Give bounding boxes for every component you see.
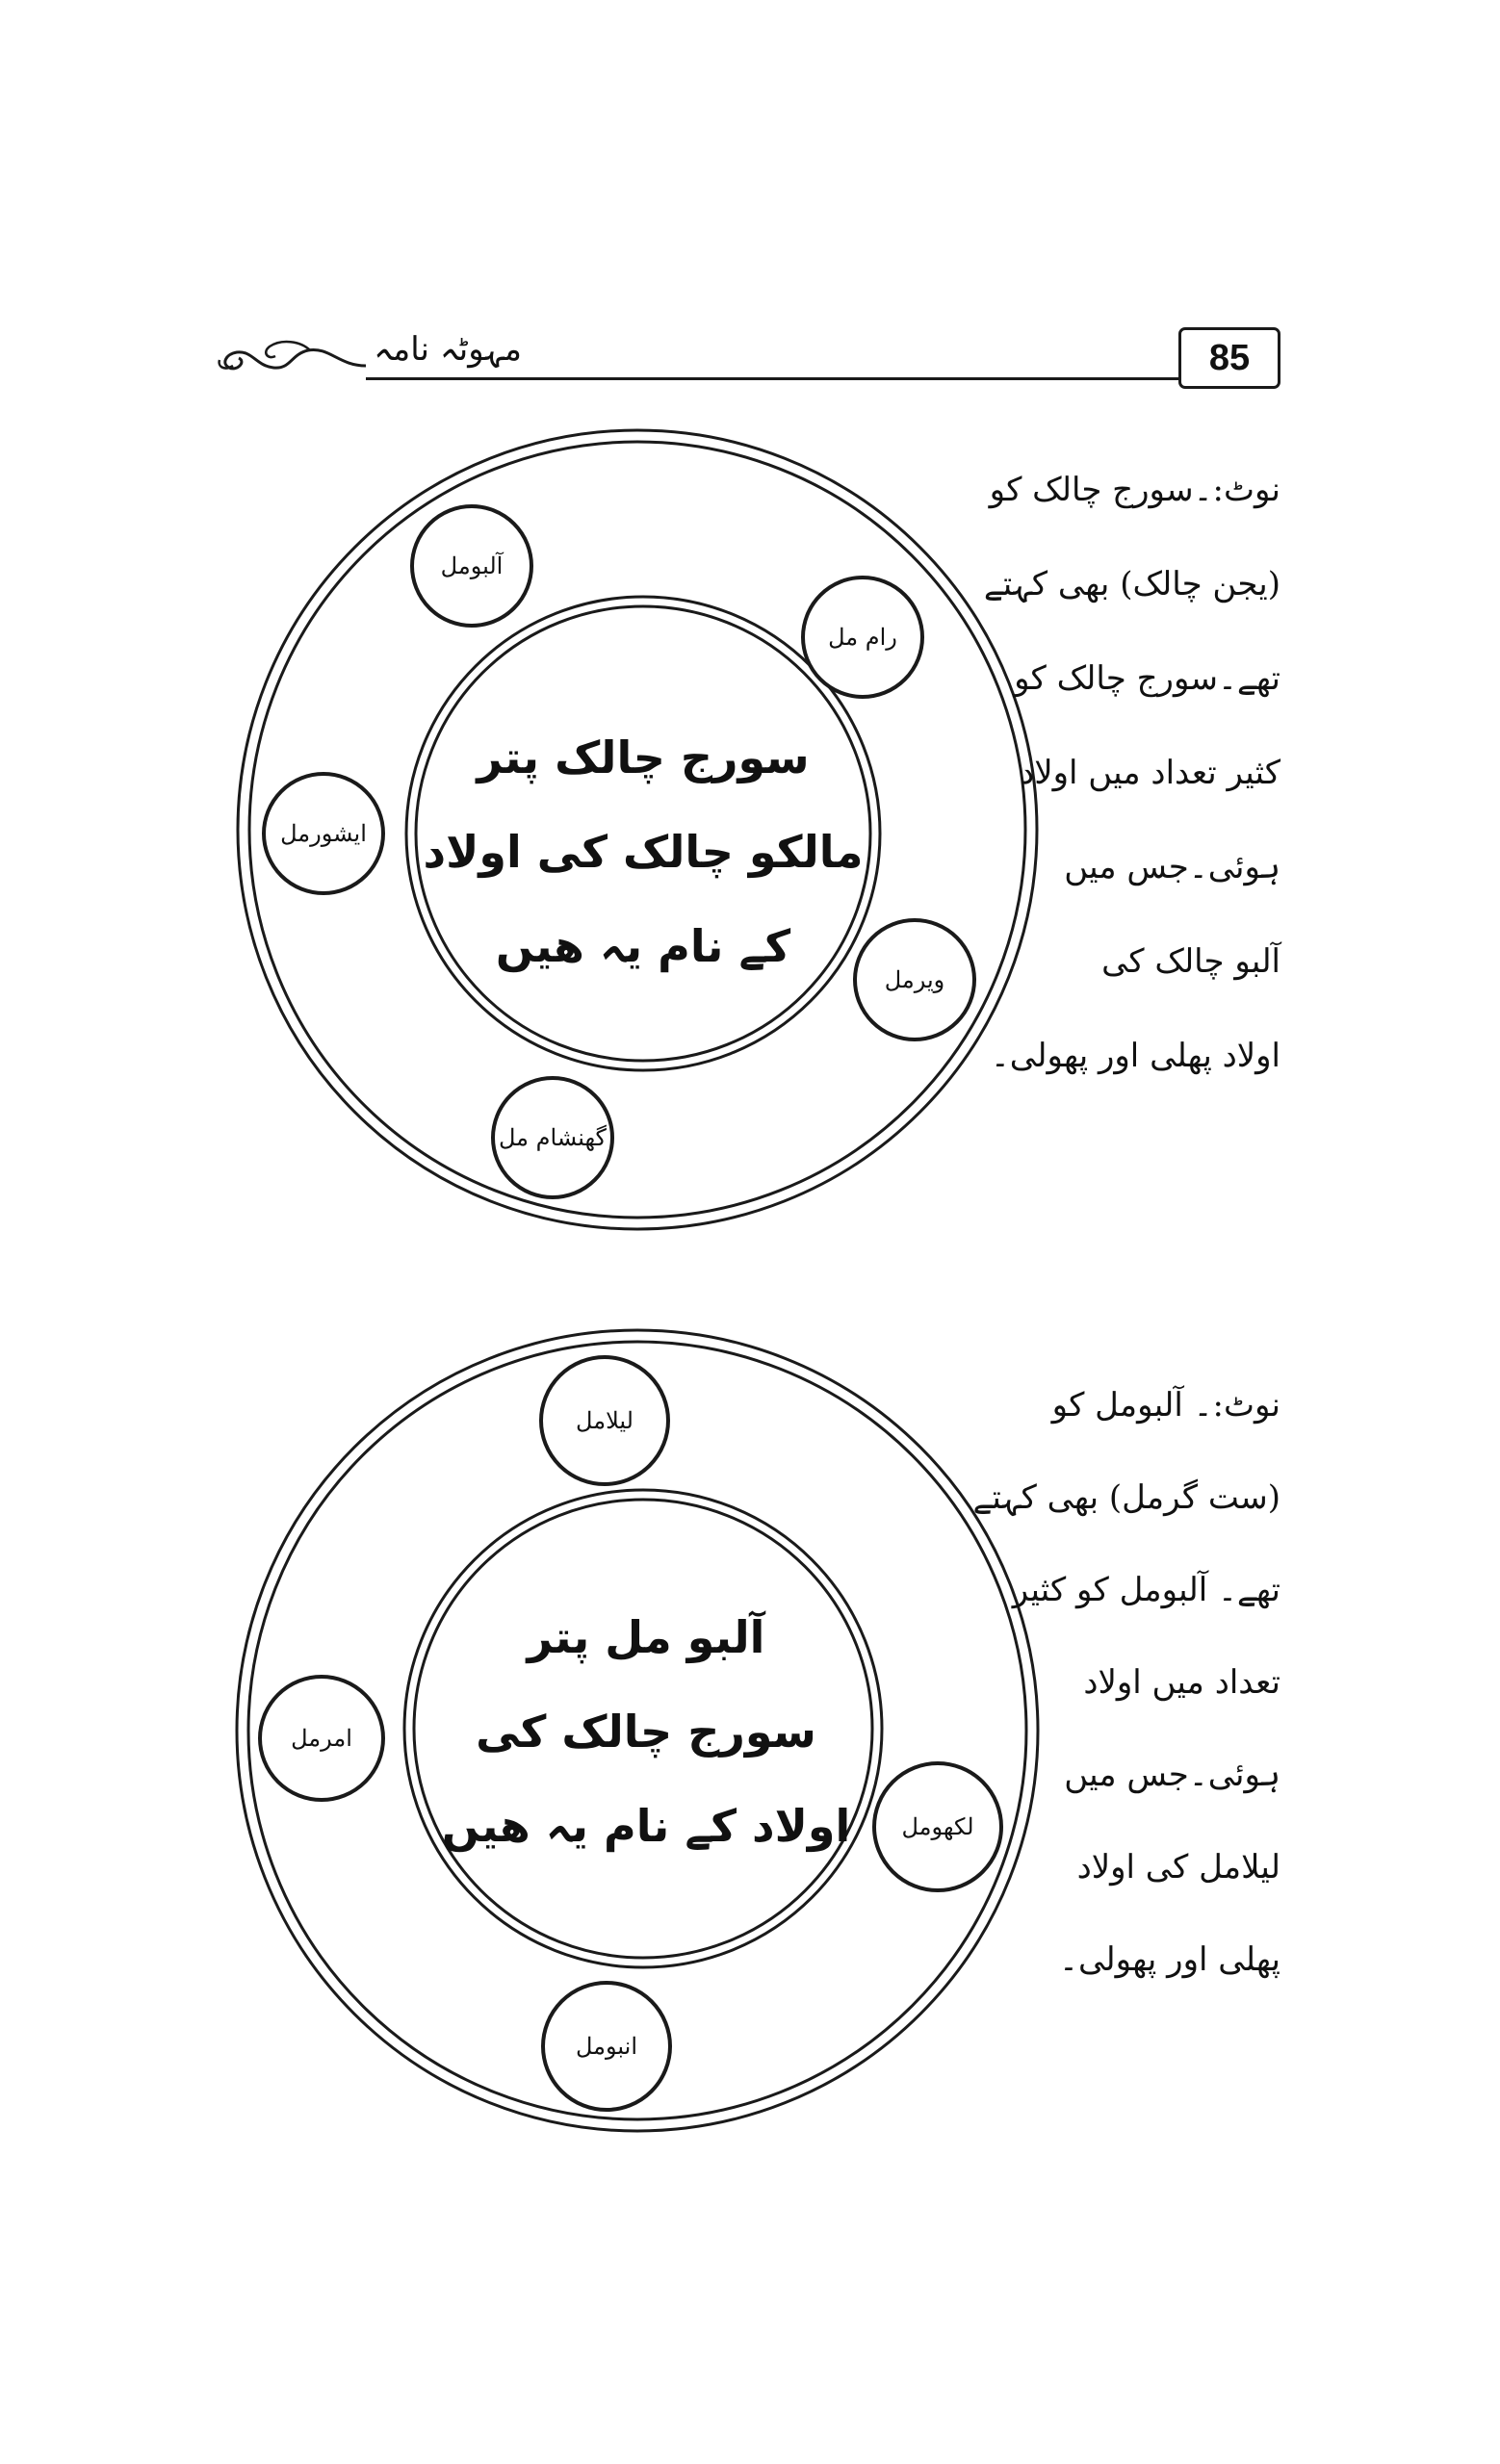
- page-number: 85: [1208, 337, 1251, 378]
- note-1-line-2: (یجن چالک) بھی کہتے: [983, 565, 1280, 603]
- note-1: [983, 443, 1280, 1103]
- diagram-2-center-line-1: آلبو مل پتر: [527, 1611, 765, 1663]
- note-1-line-7: اولاد پھلی اور پھولی۔: [990, 1037, 1280, 1075]
- diagram-2-node-3-label: لکھومل: [901, 1813, 974, 1840]
- note-1-line-3: تھے۔سورج چالک کو: [1014, 659, 1280, 698]
- diagram-2-center-text: [429, 1590, 863, 1873]
- note-2-line-2: (ست گرمل) بھی کہتے: [972, 1478, 1280, 1517]
- diagram-1-node-1-label: آلبومل: [440, 552, 504, 579]
- diagram-1-center-text: [422, 710, 865, 993]
- note-1-line-4: کثیر تعداد میں اولاد: [1020, 754, 1280, 792]
- diagram-1-node-3-label: ایشورمل: [280, 820, 367, 847]
- note-2-line-3: تھے۔ آلبومل کو کثیر: [1012, 1571, 1280, 1609]
- note-2-line-5: ہوئی۔جس میں: [1064, 1756, 1280, 1794]
- note-2-line-1: نوٹ:۔ آلبومل کو: [1051, 1386, 1280, 1424]
- diagram-2-node-2-label: امرمل: [291, 1725, 352, 1752]
- diagram-1-node-2-label: رام مل: [828, 624, 897, 651]
- book-title: مہوٹہ نامہ: [374, 330, 522, 369]
- diagram-1-center-line-2: مالکو چالک کی اولاد: [423, 826, 864, 878]
- diagram-2-node-4-label: انبومل: [575, 2033, 638, 2060]
- note-2-line-6: لیلامل کی اولاد: [1076, 1848, 1280, 1886]
- note-1-line-1: نوٹ:۔سورج چالک کو: [989, 471, 1280, 509]
- diagram-1-center-line-3: کے نام یہ ھیں: [495, 920, 791, 972]
- note-2-line-7: پھلی اور پھولی۔: [1059, 1940, 1280, 1979]
- note-1-line-6: آلبو چالک کی: [1101, 942, 1280, 981]
- note-1-line-5: ہوئی۔جس میں: [1064, 848, 1280, 886]
- diagram-2-node-1-label: لیلامل: [576, 1407, 634, 1434]
- note-2: [972, 1359, 1280, 2006]
- diagram-1-node-4-label: ویرمل: [884, 966, 945, 993]
- note-2-line-4: تعداد میں اولاد: [1083, 1663, 1280, 1702]
- diagram-2-center-line-3: اولاد کے نام یہ ھیں: [441, 1800, 851, 1852]
- diagram-1-node-5-label: گھنشام مل: [499, 1124, 607, 1151]
- diagram-2-center-line-2: سورج چالک کی: [476, 1706, 816, 1758]
- diagram-1-center-line-1: سورج چالک پتر: [477, 732, 810, 783]
